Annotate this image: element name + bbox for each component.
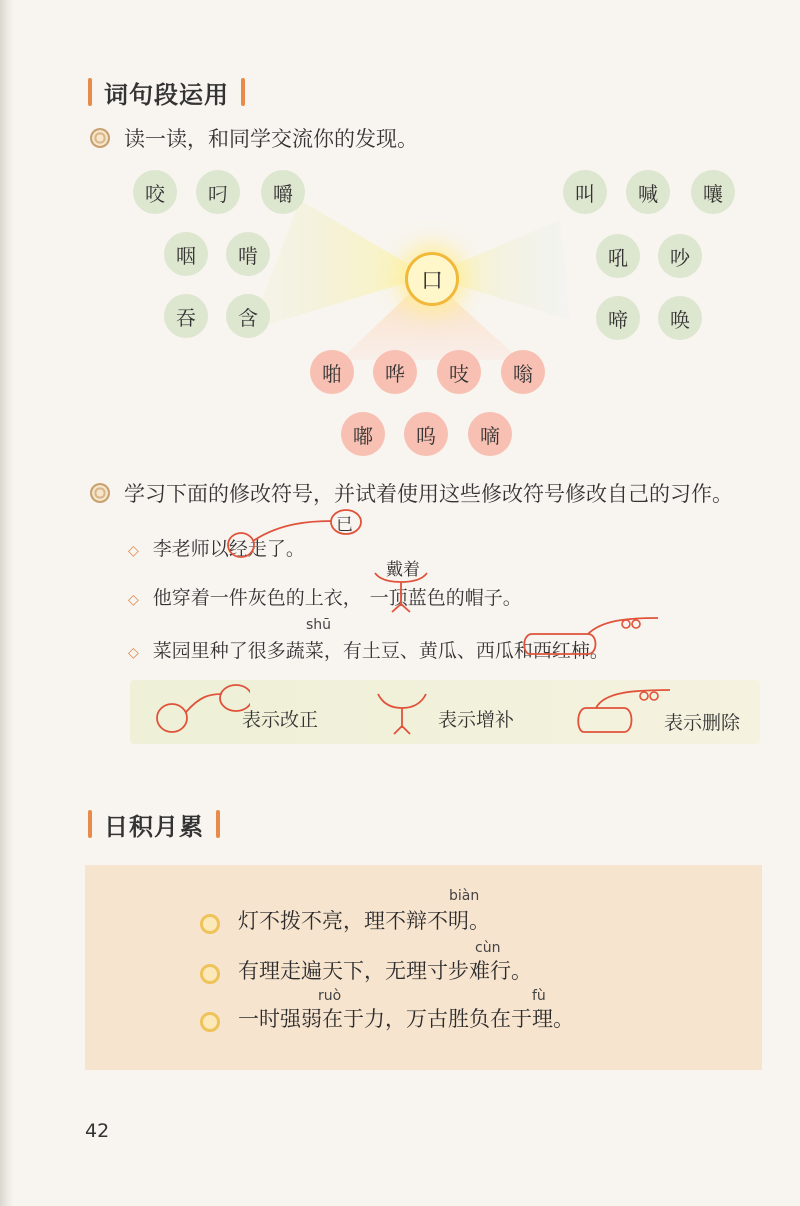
title-bar-left (88, 810, 92, 838)
ex3-after2: 和西红柿。 (513, 640, 609, 662)
ex1-before: 李老师 (152, 538, 210, 560)
page-number: 42 (85, 1120, 110, 1142)
saying-2: 有理走遍天下，无理寸步难行。 (238, 959, 532, 983)
char-bubble: 啼 (596, 296, 640, 340)
ex3-shu: 蔬 (285, 640, 305, 662)
char-bubble: 嚷 (691, 170, 735, 214)
char-bubble: 嘟 (341, 412, 385, 456)
legend-add: 表示增补 (438, 709, 515, 731)
example-2 (128, 583, 522, 610)
char-bubble: 啪 (310, 350, 354, 394)
diamond-icon: ◇ (128, 543, 139, 559)
saying3-pinyin2: fù (532, 988, 546, 1004)
task2-instruction: 学习下面的修改符号，并试着使用这些修改符号修改自己的习作。 (124, 482, 733, 506)
saying-1: 灯不拨不亮，理不辩不明。 (238, 909, 490, 933)
task1-instruction: 读一读，和同学交流你的发现。 (124, 127, 418, 151)
ex1-fix: 已 (336, 515, 353, 535)
char-bubble: 唤 (658, 296, 702, 340)
char-bubble: 嗡 (501, 350, 545, 394)
char-bubble: 吼 (596, 234, 640, 278)
saying-3: 一时强弱在于力，万古胜负在于理。 (238, 1007, 574, 1031)
ex2-before: 他穿着一件灰色的上衣， (152, 587, 362, 609)
char-bubble: 嚼 (261, 170, 305, 214)
bullet-icon (90, 483, 110, 503)
symbol-legend (130, 680, 760, 744)
ex2-insert: 戴着 (386, 560, 420, 580)
diamond-icon: ◇ (128, 645, 139, 661)
char-bubble: 咬 (133, 170, 177, 214)
diamond-icon: ◇ (128, 592, 139, 608)
deletion-mark (518, 610, 678, 665)
saying1-pinyin: biàn (449, 888, 480, 904)
char-bubble: 叼 (196, 170, 240, 214)
insertion-mark (370, 568, 450, 618)
change-symbol (150, 682, 250, 738)
section-title-text: 日积月累 (104, 812, 204, 841)
bullet-dot-icon (200, 964, 220, 984)
legend-delete: 表示删除 (664, 712, 741, 734)
char-bubble: 哗 (373, 350, 417, 394)
saying3-pinyin1: ruò (318, 988, 342, 1004)
ex3-before: 菜园里种了很多 (152, 640, 286, 662)
legend-change: 表示改正 (242, 709, 319, 731)
char-bubble: 吵 (658, 234, 702, 278)
bullet-dot-icon (200, 914, 220, 934)
ex3-deleted: 、西瓜 (456, 640, 514, 662)
char-bubble: 呜 (404, 412, 448, 456)
saying2-pinyin: cùn (475, 940, 501, 956)
title-bar-right (216, 810, 220, 838)
char-bubble: 喊 (626, 170, 670, 214)
center-char: 口 (405, 252, 459, 306)
delete-symbol (574, 684, 674, 740)
ex3-pinyin: shū (306, 617, 332, 633)
section-title-text: 词句段运用 (104, 80, 229, 109)
section-title-2 (88, 806, 220, 842)
char-bubble: 嘀 (468, 412, 512, 456)
char-bubble: 吞 (164, 294, 208, 338)
char-bubble: 吱 (437, 350, 481, 394)
char-bubble: 含 (226, 294, 270, 338)
ex3-after1: 菜，有土豆、黄瓜 (304, 640, 457, 662)
char-bubble: 叫 (563, 170, 607, 214)
char-bubble: 咽 (164, 232, 208, 276)
correction-mark (220, 505, 370, 565)
ex1-wrong-char: 以 (209, 538, 229, 560)
add-symbol (374, 688, 434, 738)
bullet-dot-icon (200, 1012, 220, 1032)
char-bubble: 啃 (226, 232, 270, 276)
ex2-after: 一顶蓝色的帽子。 (369, 587, 522, 609)
ex1-after: 经走了。 (228, 538, 305, 560)
